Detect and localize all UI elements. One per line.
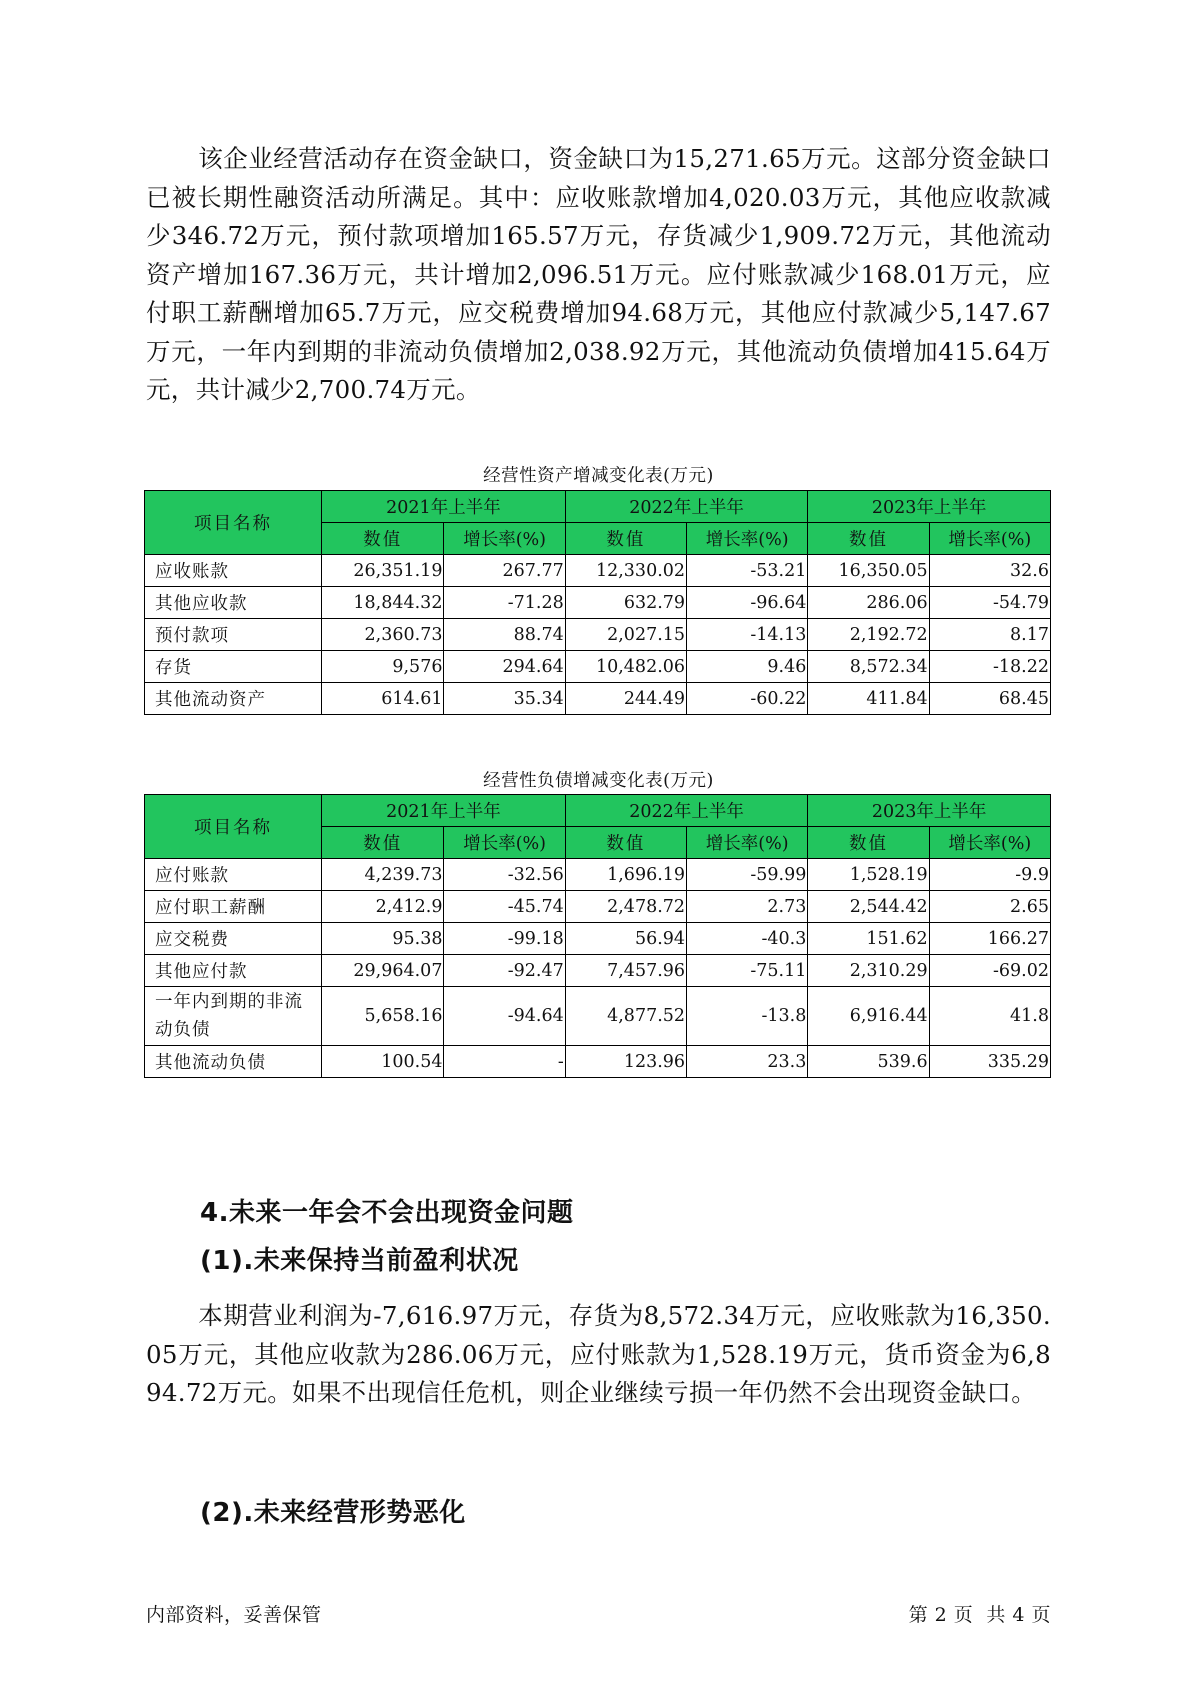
row-name: 应收账款 [145,555,322,587]
cell: -9.9 [929,859,1050,891]
paragraph-funding-gap-text: 该企业经营活动存在资金缺口，资金缺口为15,271.65万元。这部分资金缺口已被长期性融资活动所满足。其中：应收账款增加4,020.03万元，其他应收款减少346.72万元，预付款项增加165.57万元，存货减少1,909.72万元，其他流动资产增加167.36万元，共计增加2,096.51万元。应付账款减少168.01万元，应付职工薪酬增加65.7万元，应交税费增加94.68万元，其他应付款减少5,147.67万元，一年内到期的非流动负债增加2,038.92万元，其他流动负债增加415.64万元，共计减少2,700.74万元。 [146,144,1051,404]
cell: -13.8 [687,987,808,1046]
cell: 9,576 [322,651,444,683]
cell: 244.49 [565,683,686,715]
cell: 1,528.19 [808,859,929,891]
cell: 151.62 [808,923,929,955]
cell: -69.02 [929,955,1050,987]
cell: 2.65 [929,891,1050,923]
cell: 12,330.02 [565,555,686,587]
header-item-name: 项目名称 [145,491,322,555]
cell: -32.56 [444,859,565,891]
table-row [145,987,1051,1046]
cell: -94.64 [444,987,565,1046]
cell: 4,239.73 [322,859,444,891]
cell: 2,544.42 [808,891,929,923]
cell: 267.77 [444,555,565,587]
cell: -45.74 [444,891,565,923]
header-rate: 增长率(%) [444,827,565,859]
operating-liabilities-table [144,794,1051,1078]
header-period-2023: 2023年上半年 [808,795,1051,827]
row-name: 其他流动负债 [145,1046,322,1078]
paragraph-profit-status [146,1297,1051,1413]
header-period-2021: 2021年上半年 [322,795,566,827]
footer-page-number: 第 2 页 共 4 页 [908,1604,1051,1626]
cell: 68.45 [929,683,1050,715]
cell: - [444,1046,565,1078]
cell: 88.74 [444,619,565,651]
header-value: 数值 [808,827,929,859]
header-period-2021: 2021年上半年 [322,491,566,523]
cell: 632.79 [565,587,686,619]
cell: 10,482.06 [565,651,686,683]
cell: 2,478.72 [565,891,686,923]
table-row [145,891,1051,923]
table2-caption: 经营性负债增减变化表(万元) [483,771,714,791]
header-value: 数值 [808,523,929,555]
table-row [145,587,1051,619]
header-rate: 增长率(%) [444,523,565,555]
cell: 8.17 [929,619,1050,651]
cell: 2.73 [687,891,808,923]
cell: 95.38 [322,923,444,955]
cell: 2,310.29 [808,955,929,987]
cell: -75.11 [687,955,808,987]
row-name: 应付职工薪酬 [145,891,322,923]
subsection-heading-2: (2).未来经营形势恶化 [200,1498,466,1528]
cell: 2,027.15 [565,619,686,651]
header-rate: 增长率(%) [687,523,808,555]
table-row [145,683,1051,715]
subsection-heading-1: (1).未来保持当前盈利状况 [200,1246,519,1276]
cell: 6,916.44 [808,987,929,1046]
table1-caption: 经营性资产增减变化表(万元) [483,466,714,486]
header-rate: 增长率(%) [929,523,1050,555]
header-rate: 增长率(%) [929,827,1050,859]
cell: 16,350.05 [808,555,929,587]
table-row [145,619,1051,651]
cell: 335.29 [929,1046,1050,1078]
cell: 26,351.19 [322,555,444,587]
cell: -96.64 [687,587,808,619]
header-period-2022: 2022年上半年 [565,795,808,827]
cell: 23.3 [687,1046,808,1078]
cell: -99.18 [444,923,565,955]
row-name: 其他应付款 [145,955,322,987]
table-row [145,555,1051,587]
table-row [145,923,1051,955]
paragraph-funding-gap [146,140,1051,410]
cell: -54.79 [929,587,1050,619]
cell: -60.22 [687,683,808,715]
cell: -14.13 [687,619,808,651]
cell: 7,457.96 [565,955,686,987]
operating-assets-table [144,490,1051,715]
row-name: 其他应收款 [145,587,322,619]
cell: -71.28 [444,587,565,619]
cell: -59.99 [687,859,808,891]
cell: 32.6 [929,555,1050,587]
cell: 29,964.07 [322,955,444,987]
row-name: 预付款项 [145,619,322,651]
header-value: 数值 [322,523,444,555]
cell: -53.21 [687,555,808,587]
table-row [145,859,1051,891]
header-period-2023: 2023年上半年 [808,491,1051,523]
cell: 286.06 [808,587,929,619]
header-item-name: 项目名称 [145,795,322,859]
cell: 539.6 [808,1046,929,1078]
cell: 8,572.34 [808,651,929,683]
row-name: 一年内到期的非流动负债 [145,987,322,1046]
cell: 4,877.52 [565,987,686,1046]
header-rate: 增长率(%) [687,827,808,859]
cell: 411.84 [808,683,929,715]
footer-confidential: 内部资料，妥善保管 [146,1604,322,1626]
table-row [145,955,1051,987]
cell: 2,360.73 [322,619,444,651]
row-name: 应交税费 [145,923,322,955]
header-value: 数值 [565,827,686,859]
table-row [145,651,1051,683]
paragraph-profit-status-text: 本期营业利润为-7,616.97万元，存货为8,572.34万元，应收账款为16,350.05万元，其他应收款为286.06万元，应付账款为1,528.19万元，货币资金为6,894.72万元。如果不出现信任危机，则企业继续亏损一年仍然不会出现资金缺口。 [146,1301,1051,1407]
row-name: 存货 [145,651,322,683]
cell: 614.61 [322,683,444,715]
cell: 123.96 [565,1046,686,1078]
header-value: 数值 [322,827,444,859]
cell: 41.8 [929,987,1050,1046]
cell: 166.27 [929,923,1050,955]
header-period-2022: 2022年上半年 [565,491,808,523]
cell: -40.3 [687,923,808,955]
cell: 5,658.16 [322,987,444,1046]
cell: 9.46 [687,651,808,683]
cell: 2,412.9 [322,891,444,923]
cell: -18.22 [929,651,1050,683]
cell: -92.47 [444,955,565,987]
row-name: 其他流动资产 [145,683,322,715]
table-row [145,1046,1051,1078]
header-value: 数值 [565,523,686,555]
cell: 56.94 [565,923,686,955]
cell: 35.34 [444,683,565,715]
cell: 18,844.32 [322,587,444,619]
cell: 1,696.19 [565,859,686,891]
cell: 294.64 [444,651,565,683]
cell: 2,192.72 [808,619,929,651]
cell: 100.54 [322,1046,444,1078]
section-heading-4: 4.未来一年会不会出现资金问题 [200,1198,574,1228]
row-name: 应付账款 [145,859,322,891]
